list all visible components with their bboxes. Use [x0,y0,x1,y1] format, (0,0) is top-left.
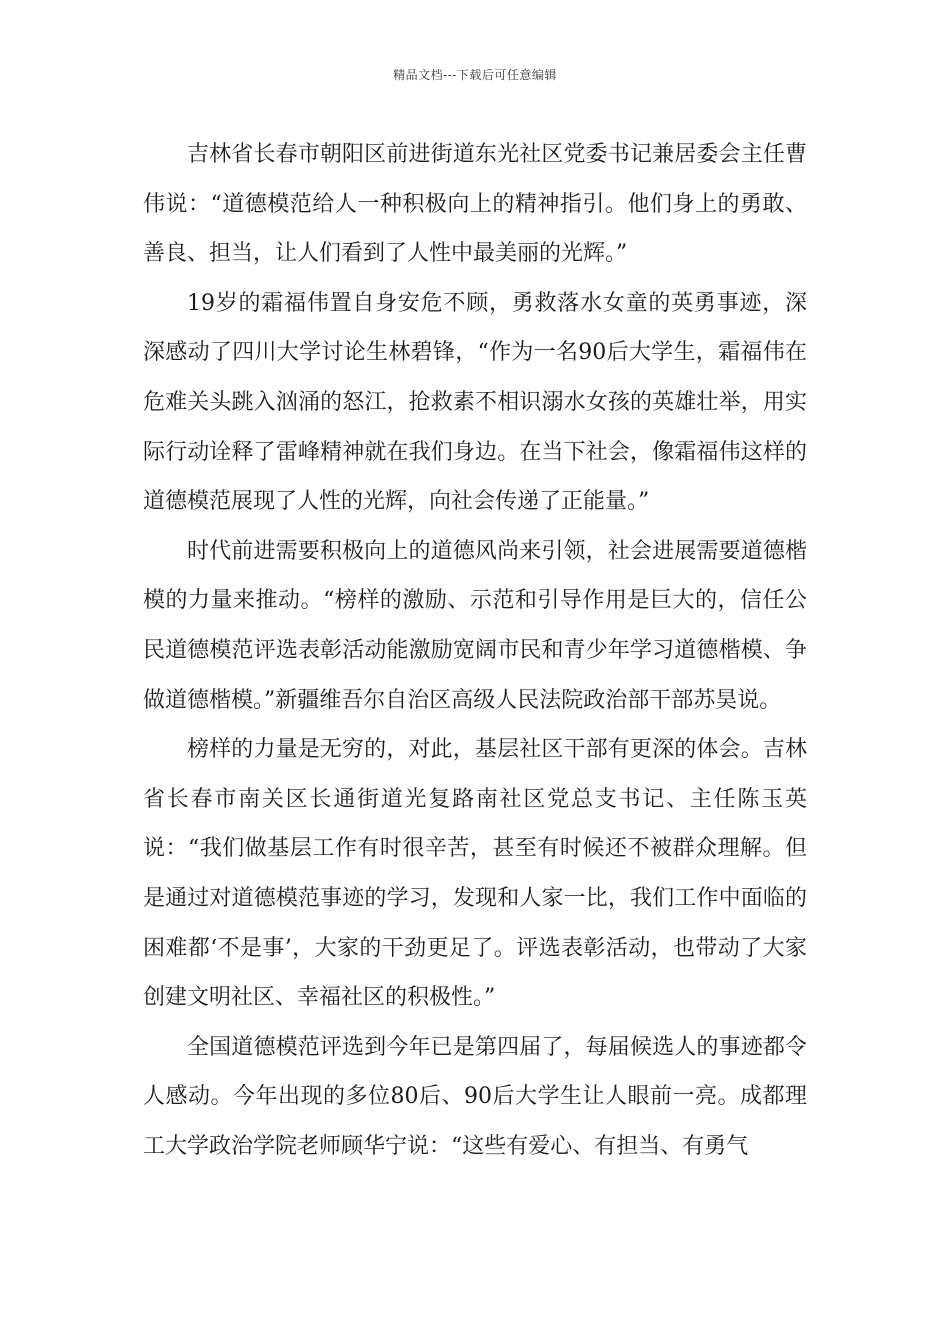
document-body [143,130,807,1171]
paragraph-2: 19岁的霜福伟置自身安危不顾，勇救落水女童的英勇事迹，深深感动了四川大学讨论生林碧锋，“作为一名90后大学生，霜福伟在危难关头跳入汹涌的怒江，抢救素不相识溺水女孩的英雄壮举，用实际行动诠释了雷峰精神就在我们身边。在当下社会，像霜福伟这样的道德模范展现了人性的光辉，向社会传递了正能量。” [143,290,807,515]
page-header: 精品文档---下载后可任意编辑 [393,68,557,82]
paragraph-4: 榜样的力量是无穷的，对此，基层社区干部有更深的体会。吉林省长春市南关区长通街道光复路南社区党总支书记、主任陈玉英说：“我们做基层工作有时很辛苦，甚至有时候还不被群众理解。但是通过对道德模范事迹的学习，发现和人家一比，我们工作中面临的困难都‘不是事’，大家的干劲更足了。评选表彰活动，也带动了大家创建文明社区、幸福社区的积极性。” [143,737,807,1011]
paragraph-3: 时代前进需要积极向上的道德风尚来引领，社会进展需要道德楷模的力量来推动。“榜样的激励、示范和引导作用是巨大的，信任公民道德模范评选表彰活动能激励宽阔市民和青少年学习道德楷模、争做道德楷模。”新疆维吾尔自治区高级人民法院政治部干部苏昊说。 [143,538,807,713]
paragraph-5: 全国道德模范评选到今年已是第四届了，每届候选人的事迹都令人感动。今年出现的多位80后、90后大学生让人眼前一亮。成都理工大学政治学院老师顾华宁说：“这些有爱心、有担当、有勇气 [143,1034,807,1159]
paragraph-1: 吉林省长春市朝阳区前进街道东光社区党委书记兼居委会主任曹伟说：“道德模范给人一种积极向上的精神指引。他们身上的勇敢、善良、担当，让人们看到了人性中最美丽的光辉。” [143,142,807,267]
